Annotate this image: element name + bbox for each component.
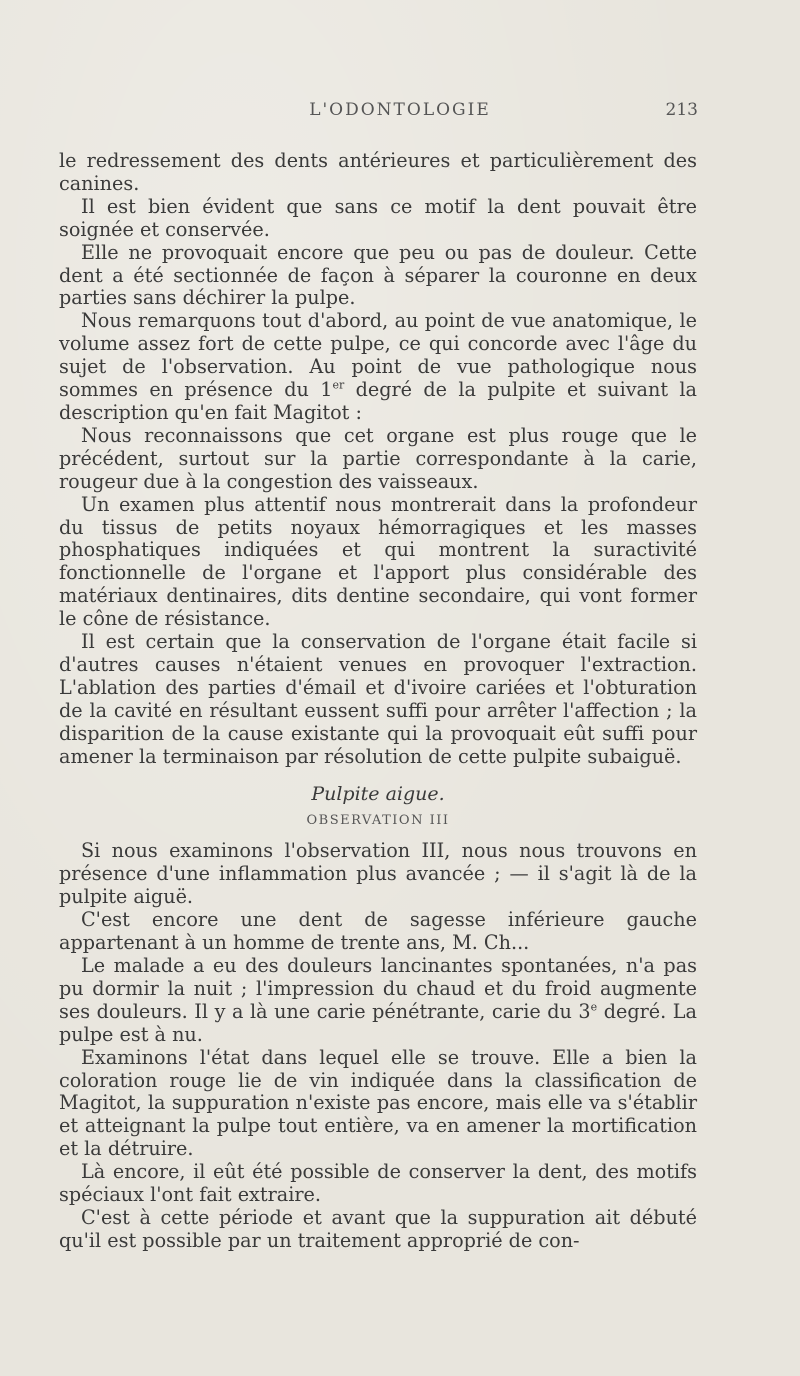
section-title: Pulpite aigue. [311,783,445,806]
paragraph: Examinons l'état dans lequel elle se trouve. Elle a bien la coloration rouge lie de vin indiquée dans la classification de Magitot, la suppuration n'existe pas encore, mais elle va s'établir et atteignant la pulpe tout entière, va en amener la mortification et la détruire. [59,1045,697,1161]
observation-title: OBSERVATION III [306,813,450,829]
paragraph [59,955,697,1047]
paragraph: Si nous examinons l'observation III, nous nous trouvons en présence d'une inflammation plus avancée ; — il s'agit là de la pulpite aiguë. [59,839,697,909]
paragraph: Nous reconnaissons que cet organe est plus rouge que le précédent, surtout sur la partie correspondante à la carie, rougeur due à la congestion des vaisseaux. [59,423,697,493]
paragraph-text: Nous remarquons tout d'abord, au point de vue anatomique, le volume assez fort de cette pulpe, ce qui concorde avec l'âge du sujet de l'observation. Au point de vue pathologique nous sommes en présence du 1 [59,309,697,402]
page-header [0,100,800,130]
paragraph: C'est encore une dent de sagesse inférieure gauche appartenant à un homme de trente ans, M. Ch... [59,908,697,955]
superscript: e [590,1000,598,1014]
paragraph-text: degré de la pulpite et suivant la description qu'en fait Magitot : [59,378,697,424]
paragraph: le redressement des dents antérieures et particulièrement des canines. [59,149,697,195]
superscript: er [332,378,345,392]
running-head: L'ODONTOLOGIE [309,100,491,120]
paragraph [59,310,697,425]
paragraph: Il est bien évident que sans ce motif la dent pouvait être soignée et conservée. [59,194,697,241]
body-text [59,150,697,1253]
paragraph: Là encore, il eût été possible de conserver la dent, des motifs spéciaux l'ont fait extraire. [59,1160,697,1207]
paragraph-text: degré. La pulpe est à nu. [59,999,697,1046]
paragraph-text: Le malade a eu des douleurs lancinantes spontanées, n'a pas pu dormir la nuit ; l'impression du chaud et du froid augmente ses douleurs. Il y a là une carie pénétrante, carie du 3 [59,954,697,1023]
paragraph: C'est à cette période et avant que la suppuration ait débuté qu'il est possible par un traitement approprié de con- [59,1205,697,1252]
paragraph: Il est certain que la conservation de l'organe était facile si d'autres causes n'étaient venues en provoquer l'extraction. L'ablation des parties d'émail et d'ivoire cariées et l'obturation de la cavité en résultant eussent suffi pour arrêter l'affection ; la disparition de la cause existante qui la provoquait eût suffi pour amener la terminaison par résolution de cette pulpite subaiguë. [59,630,697,768]
paragraph: Un examen plus attentif nous montrerait dans la profondeur du tissus de petits noyaux hémorragiques et les masses phosphatiques indiquées et qui montrent la suractivité fonctionnelle de l'organe et l'apport plus considérable des matériaux dentinaires, dits dentine secondaire, qui vont former le cône de résistance. [59,492,697,631]
paragraph: Elle ne provoquait encore que peu ou pas de douleur. Cette dent a été sectionnée de façon à séparer la couronne en deux parties sans déchirer la pulpe. [59,240,697,310]
page-number: 213 [665,100,698,120]
